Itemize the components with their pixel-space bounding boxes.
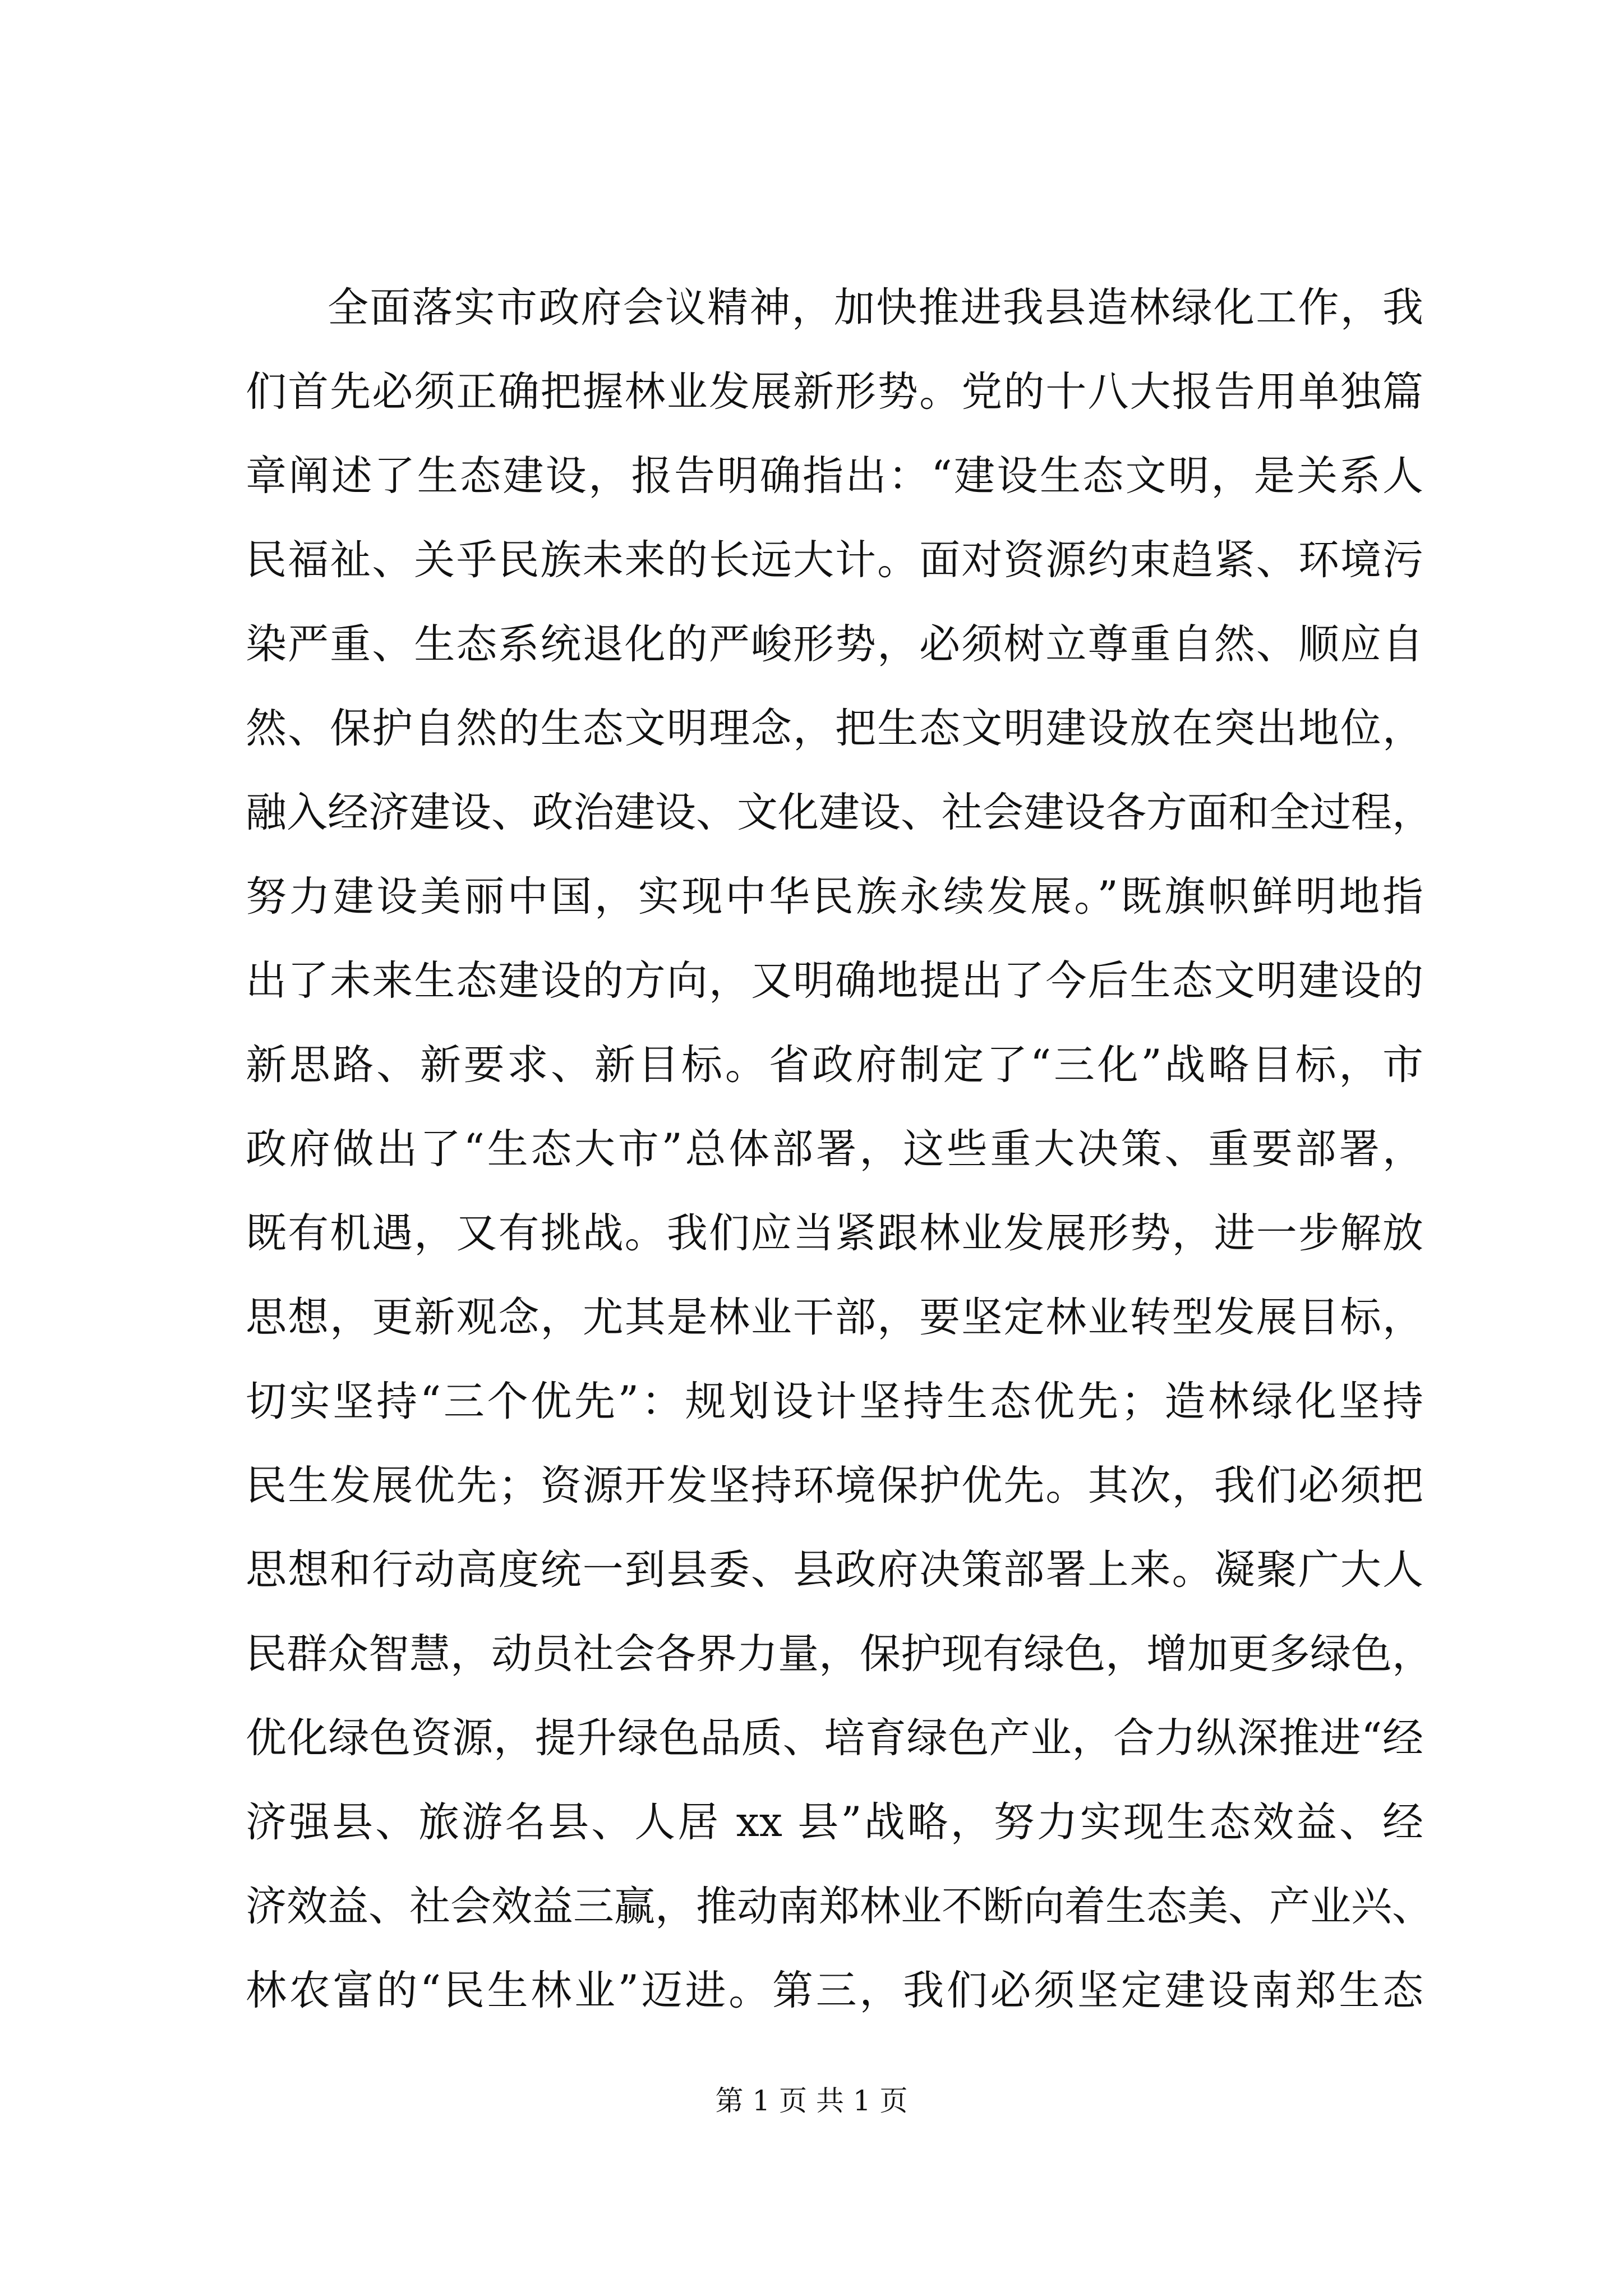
paragraph-line: 们首先必须正确把握林业发展新形势。党的十八大报告用单独篇: [246, 368, 1423, 416]
page-number-footer: 第 1 页 共 1 页: [715, 2085, 908, 2117]
paragraph-line: 思想和行动高度统一到县委、县政府决策部署上来。凝聚广大人: [246, 1546, 1423, 1594]
paragraph-line: 切实坚持“三个优先”：规划设计坚持生态优先；造林绿化坚持: [246, 1378, 1423, 1425]
paragraph-line: 然、保护自然的生态文明理念，把生态文明建设放在突出地位，: [246, 705, 1423, 752]
paragraph-line: 融入经济建设、政治建设、文化建设、社会建设各方面和全过程，: [246, 789, 1433, 836]
paragraph-line: 思想，更新观念，尤其是林业干部，要坚定林业转型发展目标，: [246, 1294, 1423, 1341]
paragraph-line: 出了未来生态建设的方向，又明确地提出了今后生态文明建设的: [246, 957, 1423, 1005]
paragraph-line: 新思路、新要求、新目标。省政府制定了“三化”战略目标，市: [246, 1041, 1423, 1089]
paragraph-line: 政府做出了“生态大市”总体部署，这些重大决策、重要部署，: [246, 1125, 1423, 1173]
paragraph-line: 优化绿色资源，提升绿色品质、培育绿色产业，合力纵深推进“经: [246, 1714, 1423, 1762]
paragraph-line: 济效益、社会效益三赢，推动南郑林业不断向着生态美、产业兴、: [246, 1883, 1433, 1930]
paragraph-line: 民生发展优先；资源开发坚持环境保护优先。其次，我们必须把: [246, 1462, 1423, 1510]
paragraph-line: 林农富的“民生林业”迈进。第三，我们必须坚定建设南郑生态: [246, 1967, 1423, 2014]
paragraph-line: 民群众智慧，动员社会各界力量，保护现有绿色，增加更多绿色，: [246, 1630, 1433, 1678]
paragraph-line: 章阐述了生态建设，报告明确指出：“建设生态文明，是关系人: [246, 452, 1423, 500]
paragraph-line: 济强县、旅游名县、人居 xx 县”战略，努力实现生态效益、经: [246, 1798, 1423, 1846]
paragraph-line: 全面落实市政府会议精神，加快推进我县造林绿化工作，我: [328, 284, 1423, 332]
paragraph-line: 努力建设美丽中国，实现中华民族永续发展。”既旗帜鲜明地指: [246, 873, 1423, 921]
paragraph-line: 染严重、生态系统退化的严峻形势，必须树立尊重自然、顺应自: [246, 620, 1423, 668]
paragraph-line: 既有机遇，又有挑战。我们应当紧跟林业发展形势，进一步解放: [246, 1209, 1423, 1257]
body-paragraph: [246, 266, 1433, 2033]
paragraph-line: 民福祉、关乎民族未来的长远大计。面对资源约束趋紧、环境污: [246, 536, 1423, 584]
